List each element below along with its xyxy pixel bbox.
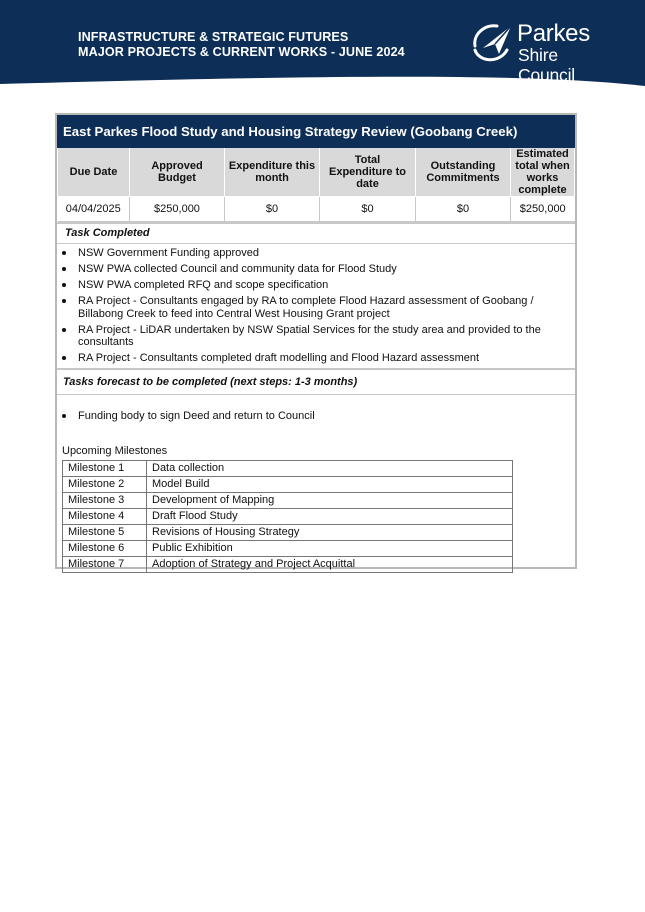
milestones-table — [62, 460, 513, 573]
list-item: NSW PWA collected Council and community data for Flood Study — [57, 263, 575, 276]
tasks-completed-section — [57, 247, 575, 365]
budget-value-row — [58, 197, 575, 222]
milestone-desc: Model Build — [147, 476, 513, 492]
logo-subtitle: Shire Council — [518, 45, 575, 85]
header-title — [78, 30, 405, 60]
col-due-date: Due Date — [58, 148, 130, 197]
budget-header-row — [58, 148, 575, 197]
col-total-expenditure: Total Expenditure to date — [320, 148, 416, 197]
list-item: RA Project - Consultants engaged by RA to complete Flood Hazard assessment of Goobang / Billabong Creek to feed into Central West Housing Grant project — [57, 295, 575, 320]
tasks-completed-heading: Task Completed — [57, 222, 575, 244]
due-date-value: 04/04/2025 — [58, 197, 130, 222]
table-row — [63, 540, 513, 556]
col-estimated-total: Estimated total when works complete — [511, 148, 575, 197]
milestone-name: Milestone 3 — [63, 492, 147, 508]
milestone-desc: Public Exhibition — [147, 540, 513, 556]
col-expenditure-month: Expenditure this month — [225, 148, 320, 197]
header-title-line2: MAJOR PROJECTS & CURRENT WORKS - JUNE 2024 — [78, 45, 405, 59]
milestone-desc: Adoption of Strategy and Project Acquittal — [147, 556, 513, 572]
header-title-line1: INFRASTRUCTURE & STRATEGIC FUTURES — [78, 30, 349, 44]
milestone-desc: Data collection — [147, 460, 513, 476]
table-row — [63, 460, 513, 476]
tasks-forecast-section — [57, 395, 575, 573]
page-header — [0, 0, 645, 86]
list-item: RA Project - LiDAR undertaken by NSW Spatial Services for the study area and provided to the consultants — [57, 324, 575, 349]
table-row — [63, 508, 513, 524]
milestone-desc: Revisions of Housing Strategy — [147, 524, 513, 540]
list-item: Funding body to sign Deed and return to Council — [57, 410, 575, 423]
milestone-name: Milestone 2 — [63, 476, 147, 492]
list-item: RA Project - Consultants completed draft modelling and Flood Hazard assessment — [57, 352, 575, 365]
list-item: NSW PWA completed RFQ and scope specification — [57, 279, 575, 292]
outstanding-commitments-value: $0 — [416, 197, 511, 222]
list-item: NSW Government Funding approved — [57, 247, 575, 260]
tasks-forecast-heading: Tasks forecast to be completed (next steps: 1-3 months) — [57, 368, 575, 395]
expenditure-month-value: $0 — [225, 197, 320, 222]
estimated-total-value: $250,000 — [511, 197, 575, 222]
tasks-forecast-list — [57, 410, 575, 423]
total-expenditure-value: $0 — [320, 197, 416, 222]
tasks-completed-list — [57, 247, 575, 365]
col-approved-budget: Approved Budget — [130, 148, 225, 197]
project-title: East Parkes Flood Study and Housing Strategy Review (Goobang Creek) — [57, 115, 575, 148]
table-row — [63, 492, 513, 508]
milestone-name: Milestone 5 — [63, 524, 147, 540]
council-logo — [469, 20, 619, 85]
logo-name: Parkes — [517, 20, 590, 47]
milestone-name: Milestone 7 — [63, 556, 147, 572]
budget-summary-table — [57, 148, 575, 222]
milestone-name: Milestone 1 — [63, 460, 147, 476]
milestone-desc: Draft Flood Study — [147, 508, 513, 524]
logo-emblem-icon — [469, 20, 515, 66]
project-panel — [55, 113, 577, 569]
approved-budget-value: $250,000 — [130, 197, 225, 222]
milestone-desc: Development of Mapping — [147, 492, 513, 508]
table-row — [63, 476, 513, 492]
table-row — [63, 556, 513, 572]
milestone-name: Milestone 4 — [63, 508, 147, 524]
table-row — [63, 524, 513, 540]
milestones-caption: Upcoming Milestones — [62, 444, 168, 457]
milestone-name: Milestone 6 — [63, 540, 147, 556]
col-outstanding-commitments: Outstanding Commitments — [416, 148, 511, 197]
